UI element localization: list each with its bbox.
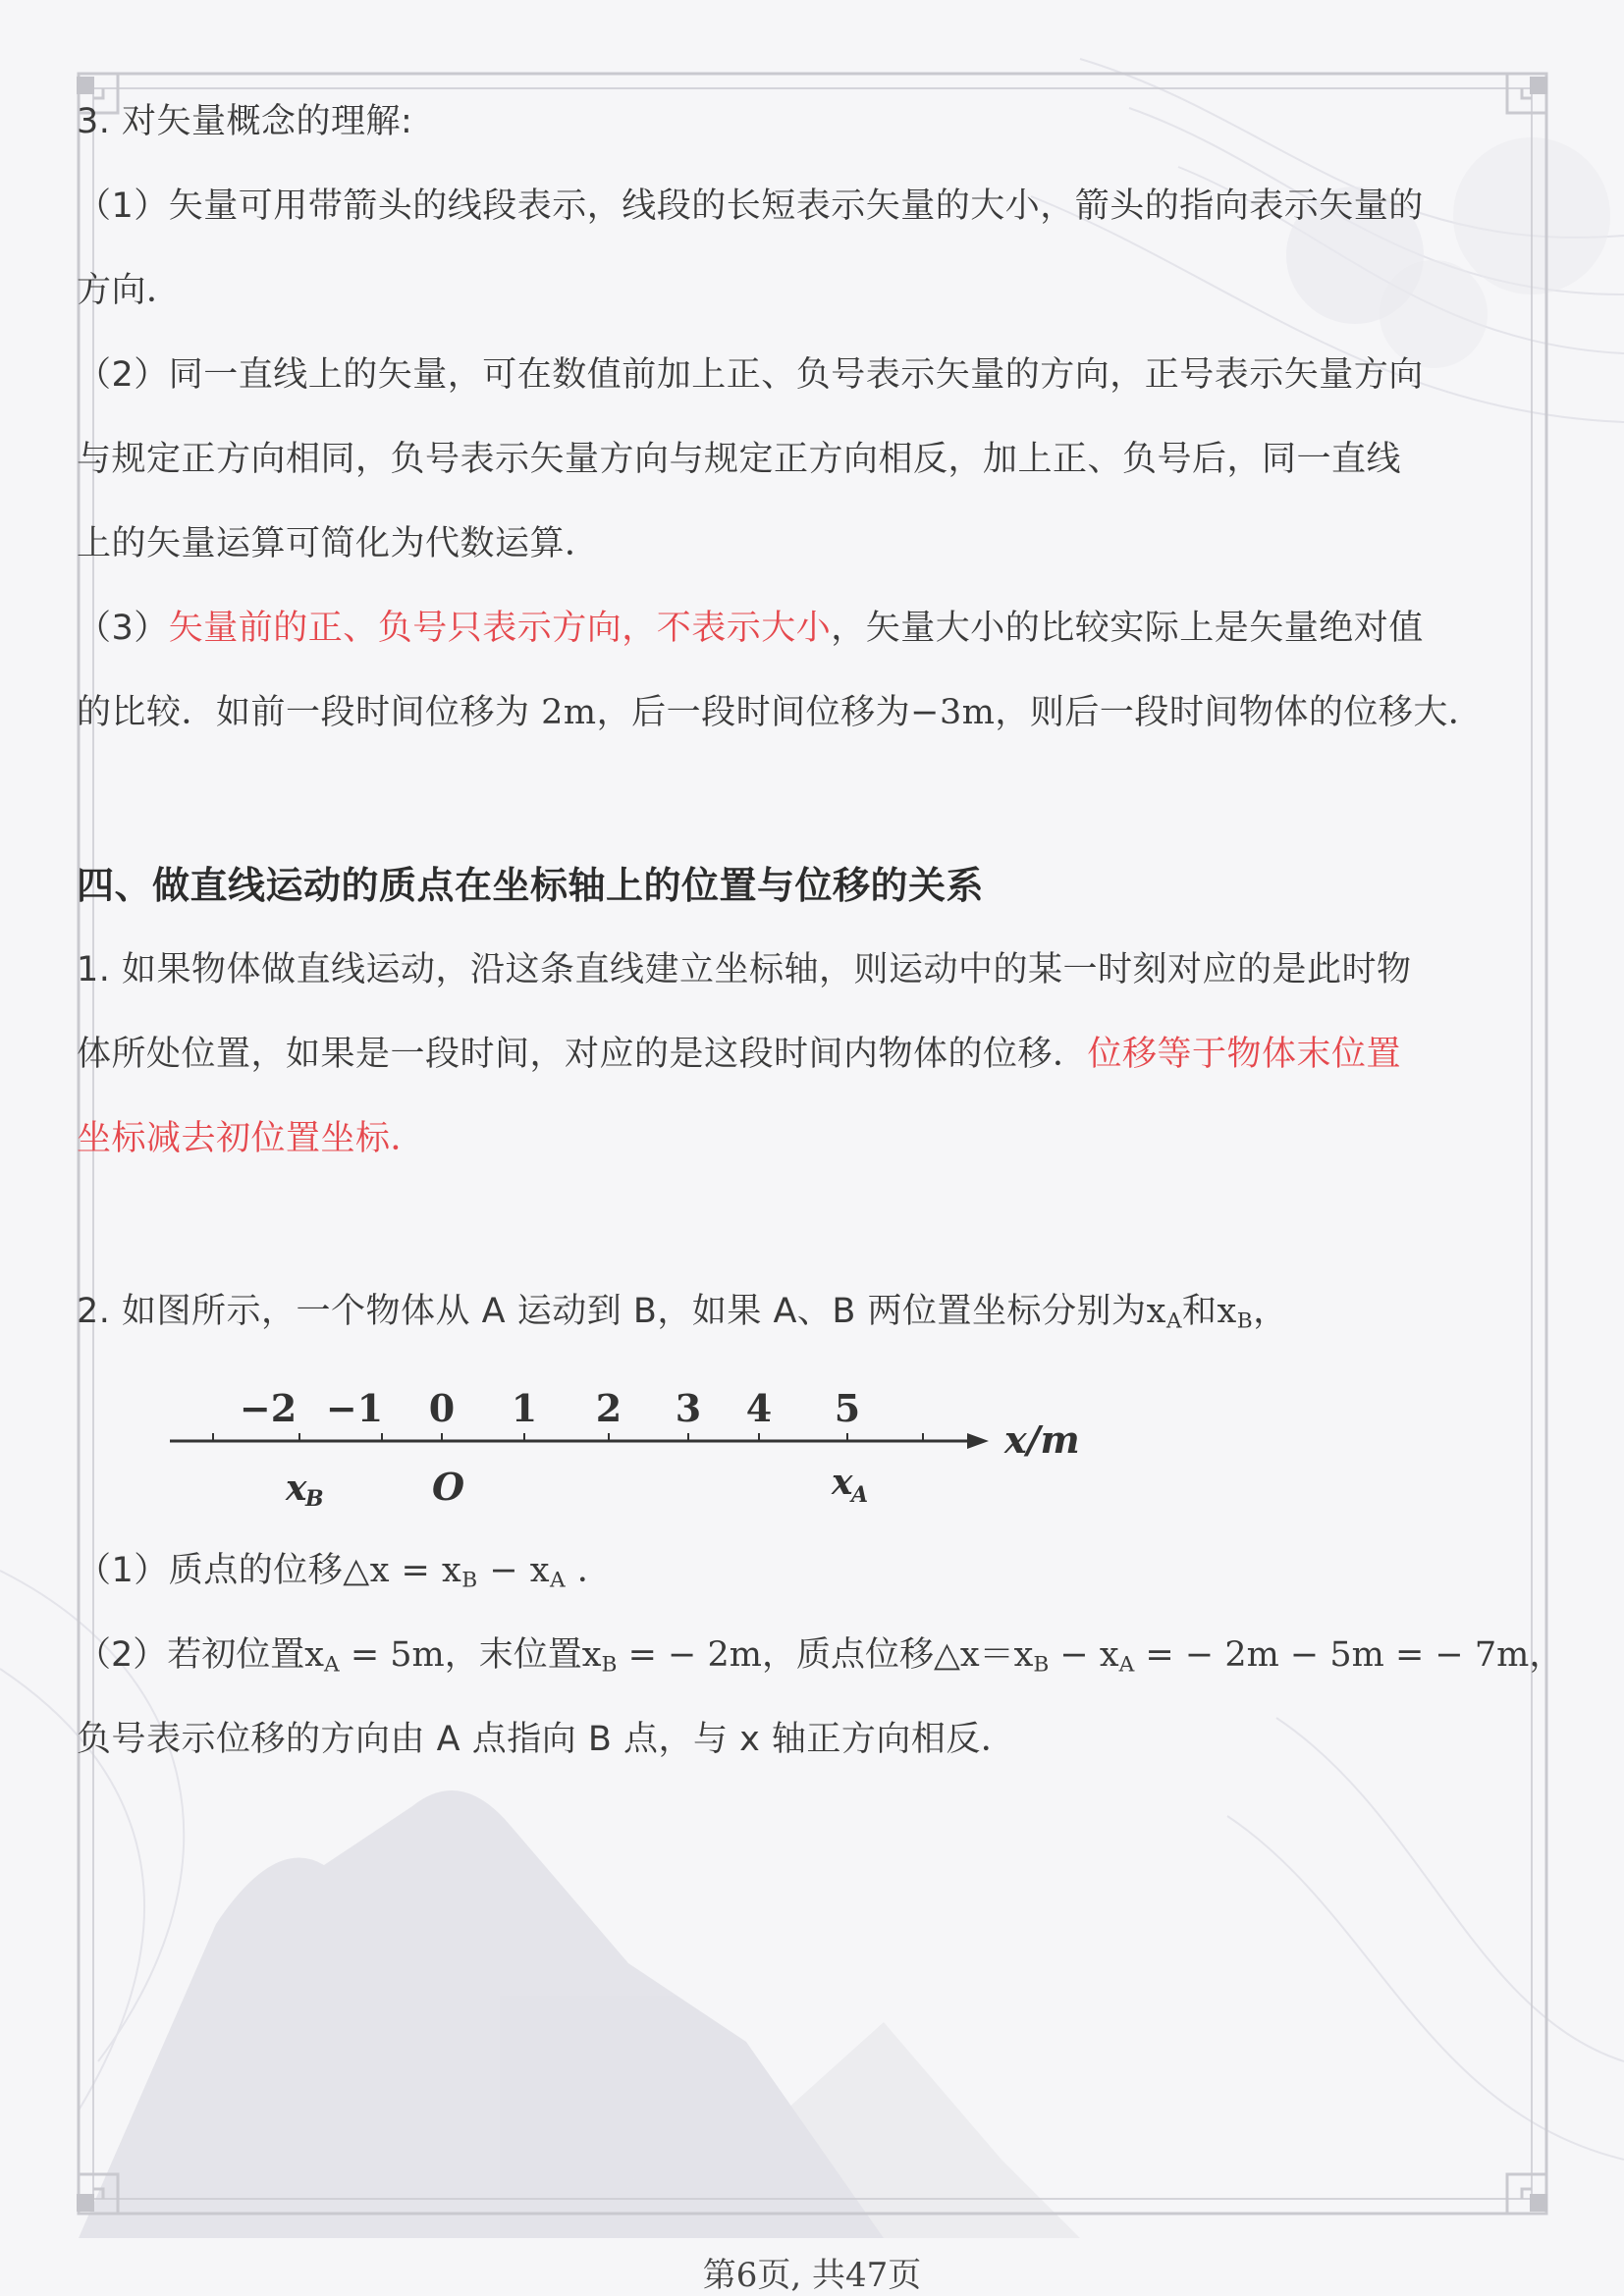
item1-line2-text: 体所处位置，如果是一段时间，对应的是这段时间内物体的位移． [77, 1035, 1088, 1074]
section3-p1-line2: 方向． [77, 271, 182, 310]
tick-label: 5 [834, 1386, 861, 1430]
q2-comma: ， [1529, 1635, 1564, 1675]
q2-text-c: ，末位置 [444, 1635, 582, 1675]
axis-label: x/m [1004, 1417, 1080, 1462]
p3-line2-b: ，后一段时间位移为 [596, 693, 911, 732]
p3-value2: −3m [910, 693, 996, 732]
section4-q1 [77, 1549, 612, 1592]
p3-prefix: （3） [77, 609, 169, 648]
q2-result: = − 2m − 5m = − 7m [1134, 1635, 1530, 1675]
section4-heading: 四、做直线运动的质点在坐标轴上的位置与位移的关系 [77, 864, 985, 907]
section3-title: 3. 对矢量概念的理解: [77, 102, 413, 141]
section4-q2-line2: 负号表示位移的方向由 A 点指向 B 点，与 x 轴正方向相反． [77, 1720, 1016, 1759]
item2-xB: x [1217, 1292, 1237, 1331]
p3-highlight: 矢量前的正、负号只表示方向，不表示大小 [168, 609, 832, 648]
q2-text-e: ，质点位移△ [761, 1635, 960, 1675]
item2-end: ， [1253, 1292, 1288, 1331]
section4-item2-line [77, 1290, 1288, 1333]
item2-subB: B [1236, 1308, 1254, 1334]
q1-formula-a: x = x [369, 1551, 462, 1590]
section4-q2-line1 [77, 1633, 1563, 1677]
number-line-figure [162, 1374, 1105, 1512]
q2-text-a: （2）若初位置 [77, 1635, 305, 1675]
tick-label: 3 [675, 1386, 702, 1430]
point-A-sub: A [851, 1482, 869, 1508]
q2-subA2: A [1118, 1652, 1135, 1678]
q1-end: ． [566, 1551, 613, 1590]
tick-label: 2 [595, 1386, 623, 1430]
p3-line2-a: 的比较．如前一段时间位移为 [77, 693, 542, 732]
q2-xA: x [304, 1635, 325, 1675]
q2-val-a: = 5m [339, 1635, 445, 1675]
page-number: 第6页, 共47页 [702, 2256, 922, 2295]
point-B-sub: B [305, 1486, 324, 1512]
tick-label: 0 [428, 1386, 456, 1430]
tick-label: 4 [745, 1386, 773, 1430]
q1-formula-b: − x [477, 1551, 551, 1590]
q2-subA: A [324, 1652, 340, 1678]
q2-subB: B [601, 1652, 618, 1678]
point-A-label: x [832, 1462, 853, 1503]
section3-p3-line2 [77, 691, 1483, 734]
q1-subA: A [550, 1568, 567, 1593]
q1-text: （1）质点的位移△ [77, 1551, 370, 1590]
p3-rest: ，矢量大小的比较实际上是矢量绝对值 [831, 609, 1424, 648]
section4-item1-line1: 1. 如果物体做直线运动，沿这条直线建立坐标轴，则运动中的某一时刻对应的是此时物 [77, 950, 1412, 989]
section3-p3-line1 [77, 607, 1424, 650]
section3-p2-line1: （2）同一直线上的矢量，可在数值前加上正、负号表示矢量的方向，正号表示矢量方向 [77, 355, 1424, 395]
item2-xA: x [1146, 1292, 1166, 1331]
q2-val-b: = − 2m [617, 1635, 762, 1675]
q2-formula-f: x＝x [959, 1635, 1034, 1675]
tick-label: 1 [511, 1386, 538, 1430]
p3-value1: 2m [541, 693, 597, 732]
origin-label: O [432, 1465, 465, 1509]
q2-formula-g: − x [1049, 1635, 1119, 1675]
section3-p2-line2: 与规定正方向相同，负号表示矢量方向与规定正方向相反，加上正、负号后，同一直线 [77, 440, 1402, 479]
q1-subB: B [461, 1568, 478, 1593]
p3-line2-c: ，则后一段时间物体的位移大． [995, 693, 1484, 732]
tick-label: −1 [325, 1386, 384, 1430]
item1-line2-highlight: 位移等于物体末位置 [1087, 1035, 1402, 1074]
q2-subB2: B [1033, 1652, 1050, 1678]
item2-subA: A [1165, 1308, 1182, 1334]
q2-xB: x [581, 1635, 602, 1675]
axis-arrow-icon [967, 1433, 989, 1449]
section4-item1-line2 [77, 1033, 1401, 1076]
section3-p1-line1: （1）矢量可用带箭头的线段表示，线段的长短表示矢量的大小，箭头的指向表示矢量的 [77, 187, 1424, 226]
item2-text: 2. 如图所示，一个物体从 A 运动到 B，如果 A、B 两位置坐标分别为 [77, 1292, 1147, 1331]
item2-and: 和 [1181, 1292, 1218, 1331]
point-B-label: x [286, 1468, 307, 1509]
section4-item1-line3: 坐标减去初位置坐标． [77, 1119, 426, 1158]
section3-p2-line3: 上的矢量运算可简化为代数运算． [77, 524, 600, 563]
tick-label: −2 [239, 1386, 298, 1430]
